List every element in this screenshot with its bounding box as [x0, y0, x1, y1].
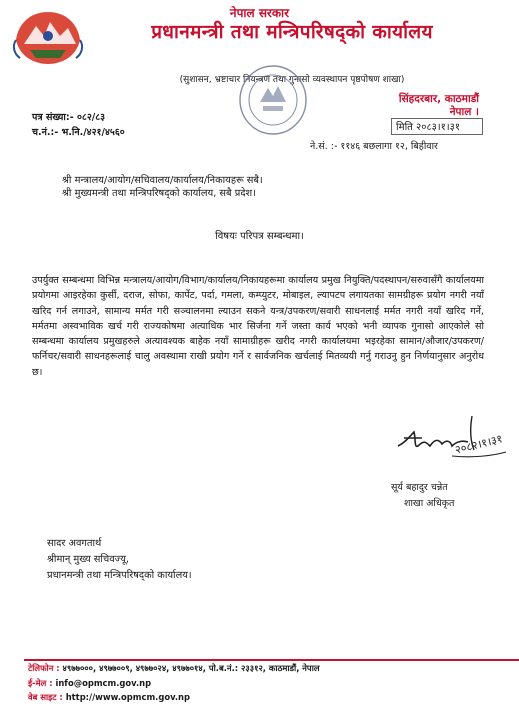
cc-item: श्रीमान् मुख्य सचिवज्यू, — [47, 554, 130, 565]
phone-value: ४९७७०००, ४९७७००९, ४९७७०२४, ४९७७०१४, पो.ब.नं.: २३३१२, काठमाडौं, नेपाल — [62, 663, 320, 673]
signatory-title: शाखा अधिकृत — [404, 498, 455, 509]
footer-phone — [28, 663, 320, 674]
phone-label: टेलिफोन : — [28, 663, 60, 673]
recipient-line: श्री मुख्यमन्त्री तथा मन्त्रिपरिषद्को कार्यालय, सबै प्रदेश। — [62, 188, 256, 199]
government-name: नेपाल सरकार — [229, 6, 290, 20]
nepal-sambat-date: ने.सं. :- ११४६ बछलागा १२, बिहीवार — [310, 141, 438, 152]
cc-heading: सादर अवगतार्थ — [47, 538, 102, 549]
letter-number: पत्र संख्या:- ०८२/८३ — [32, 112, 106, 123]
footer-email — [28, 678, 151, 689]
signatory-name: सूर्य बहादुर चन्नेत — [391, 482, 448, 493]
location-country: नेपाल । — [449, 106, 479, 118]
handwritten-date: २०८२।१।३१ — [453, 432, 504, 457]
cc-item: प्रधानमन्त्री तथा मन्त्रिपरिषद्को कार्यालय। — [47, 570, 192, 581]
footer-divider — [24, 659, 519, 661]
letter-body: उपर्युक्त सम्बन्धमा विभिन्न मन्त्रालय/आयोग/विभाग/कार्यालय/निकायहरूमा कार्यालय प्रमुख नियुक्ति/पदस्थापन/सरुवासँगै कार्यालयमा प्रयोगमा आइरहेका कुर्सी, दराज, सोफा, कार्पेट, पर्दा, गमला, कम्प्युटर, मोबाइल, ल्यापटप लगायतका सामग्रीहरू प्रयोग नगरी नयाँ खरिद गर्न लगाउने, सामान्य मर्मत गरी सञ्चालनमा ल्याउन सकने यन्त्र/उपकरण/सवारी साधनलाई मर्मत नगरी नयाँ खरिद गर्ने, मर्मतमा अस्वभाविक खर्च गरी राज्यकोषमा अत्याधिक भार सिर्जना गर्ने जस्ता कार्य भएको भनी व्यापक गुनासो आएकोले सो सम्बन्धमा कार्यालय प्रमुखहरुले अत्यावश्यक बाहेक नयाँ सामाग्रीहरू खरीद नगरी कार्यालयमा भइरहेका सामान/औजार/उपकरण/फर्निचर/सवारी साधनहरूलाई चालु अवस्थामा राखी प्रयोग गर्ने र सार्वजनिक खर्चलाई मितव्ययी गर्नु गराउनु हुन निर्णयानुसार अनुरोध छ। — [32, 275, 484, 378]
office-stamp-icon — [236, 62, 310, 138]
email-label: ई-मेल : — [28, 678, 53, 688]
dispatch-number: च.नं.:- भ.नि./४२१/४५६० — [32, 127, 125, 138]
subject-line: विषयः परिपत्र सम्बन्धमा। — [215, 231, 304, 242]
office-name: प्रधानमन्त्री तथा मन्त्रिपरिषद्को कार्यालय — [151, 21, 433, 43]
footer-website — [28, 692, 190, 703]
location-city: सिंहदरबार, काठमाडौं — [398, 93, 479, 105]
nepali-date: मिति २०८३।१।३१ — [391, 118, 483, 135]
recipient-line: श्री मन्त्रालय/आयोग/सचिवालय/कार्यालय/निकायहरू सबै। — [62, 175, 263, 186]
handwritten-signature — [392, 396, 510, 474]
website-link[interactable]: http://www.opmcm.gov.np — [65, 692, 191, 702]
website-label: वेब साइट : — [28, 692, 63, 702]
section-name: (सुशासन, भ्रष्टाचार नियन्त्रण तथा गुनासो व्यवस्थापन पृष्ठपोषण शाखा) — [179, 75, 405, 85]
email-link[interactable]: info@opmcm.gov.np — [55, 678, 152, 688]
